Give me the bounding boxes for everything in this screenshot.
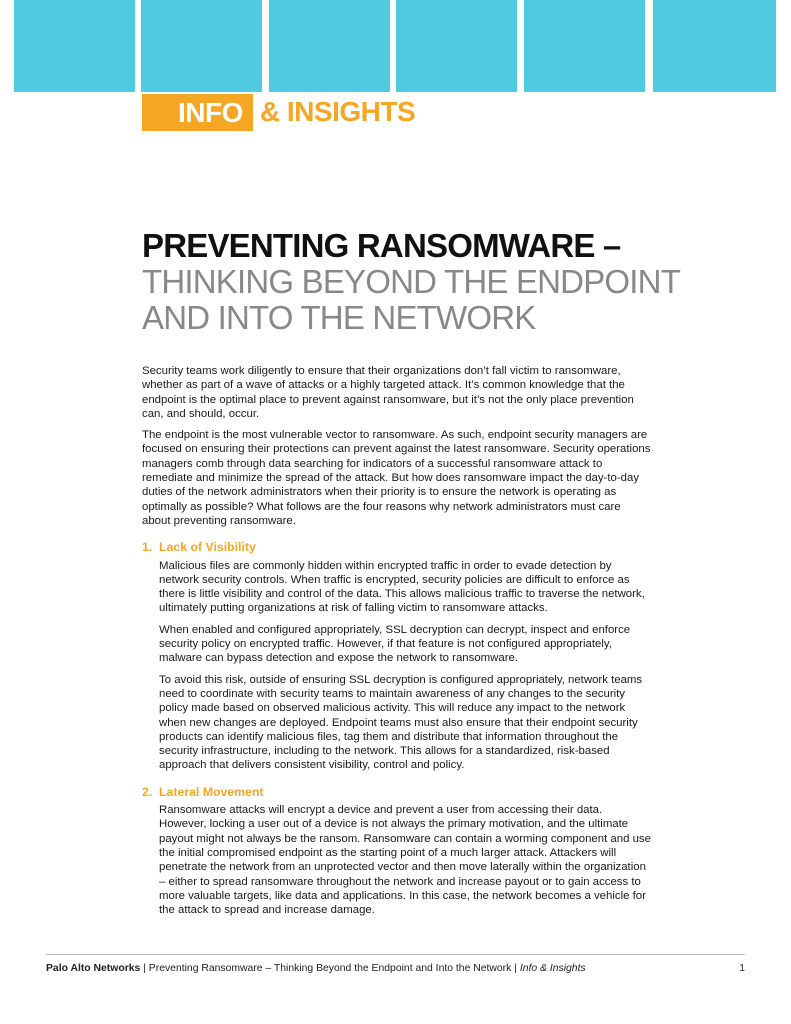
header-tile	[524, 0, 645, 92]
page-number: 1	[739, 963, 745, 974]
page-title	[142, 228, 742, 336]
section-heading	[142, 540, 652, 554]
footer-doc-title: Preventing Ransomware – Thinking Beyond the Endpoint and Into the Network	[148, 963, 512, 974]
header-tile	[269, 0, 390, 92]
header-tile	[141, 0, 262, 92]
intro-paragraph: Security teams work diligently to ensure that their organizations don’t fall victim to ransomware, whether as part of a wave of attacks or a highly targeted attack. It’s common knowledge that the endpoint is the optimal place to prevent against ransomware, but it’s not the only place prevention can, and should, occur.	[142, 365, 634, 420]
title-line-3: AND INTO THE NETWORK	[142, 299, 536, 336]
brand-insights: & INSIGHTS	[259, 96, 416, 127]
section-number: 2.	[142, 784, 153, 799]
title-line-1: PREVENTING RANSOMWARE –	[142, 227, 621, 264]
section-body	[142, 559, 652, 773]
footer-doc-kind: Info & Insights	[519, 963, 586, 974]
footer-separator: |	[511, 963, 520, 974]
section-paragraph: Ransomware attacks will encrypt a device and prevent a user from accessing their data. However, locking a user out of a device is not always the primary motivation, and the ultimate payout might not always be the ransom. Ransomware can contain a worming component and use the initial compromised endpoint as the starting point of a much larger attack. Attackers will penetrate the network from an unprotected vector and then move laterally within the organization – either to spread ransomware throughout the network and increase payout or to gain access to more valuable targets, like data and applications. In this case, the network becomes a vehicle for the attack to spread and increase damage.	[159, 804, 651, 917]
section-paragraph: To avoid this risk, outside of ensuring SSL decryption is configured appropriately, network teams need to coordinate with security teams to maintain awareness of any changes to the security policy made based on observed malicious activity. This will reduce any impact to the network when new changes are deployed. Endpoint teams must also ensure that their endpoint security products can identify malicious files, tag them and distribute that information throughout the security infrastructure, including to the network. This allows for a standardized, risk-based approach that delivers consistent visibility, control and policy.	[159, 673, 643, 772]
section-body	[142, 803, 652, 917]
footer-text	[46, 963, 586, 974]
header-tile	[396, 0, 517, 92]
section-title: Lack of Visibility	[159, 540, 256, 555]
page-footer	[46, 963, 745, 974]
footer-company: Palo Alto Networks	[46, 963, 141, 974]
info-insights-label	[142, 94, 415, 130]
footer-separator: |	[140, 963, 149, 974]
section-heading	[142, 785, 652, 799]
section-title: Lateral Movement	[159, 784, 264, 799]
title-line-2: THINKING BEYOND THE ENDPOINT	[142, 263, 681, 300]
article-body	[142, 364, 652, 924]
header-tile	[653, 0, 776, 92]
header-tile	[14, 0, 135, 92]
section-paragraph: Malicious files are commonly hidden within encrypted traffic in order to evade detection by network security controls. When traffic is encrypted, security policies are difficult to enforce as there is little visibility and control of the data. This allows malicious traffic to traverse the network, ultimately putting organizations at risk of falling victim to ransomware attacks.	[159, 559, 645, 615]
section-number: 1.	[142, 540, 153, 555]
header-tile-banner	[0, 0, 791, 92]
section-paragraph: When enabled and configured appropriately, SSL decryption can decrypt, inspect and enforce security policy on encrypted traffic. However, if that feature is not configured appropriately, malware can bypass detection and expose the network to ransomware.	[159, 623, 631, 665]
footer-divider	[46, 954, 745, 955]
brand-info: INFO	[142, 94, 253, 131]
intro-paragraph: The endpoint is the most vulnerable vector to ransomware. As such, endpoint security managers are focused on ensuring their protections can prevent against the latest ransomware. Security operations managers comb through data searching for indicators of a successful ransomware attack to remediate and minimize the spread of the attack. But how does ransomware impact the day-to-day duties of the network administrators when their priority is to ensure the network is operating as optimally as possible? What follows are the four reasons why network administrators must care about preventing ransomware.	[142, 429, 651, 527]
